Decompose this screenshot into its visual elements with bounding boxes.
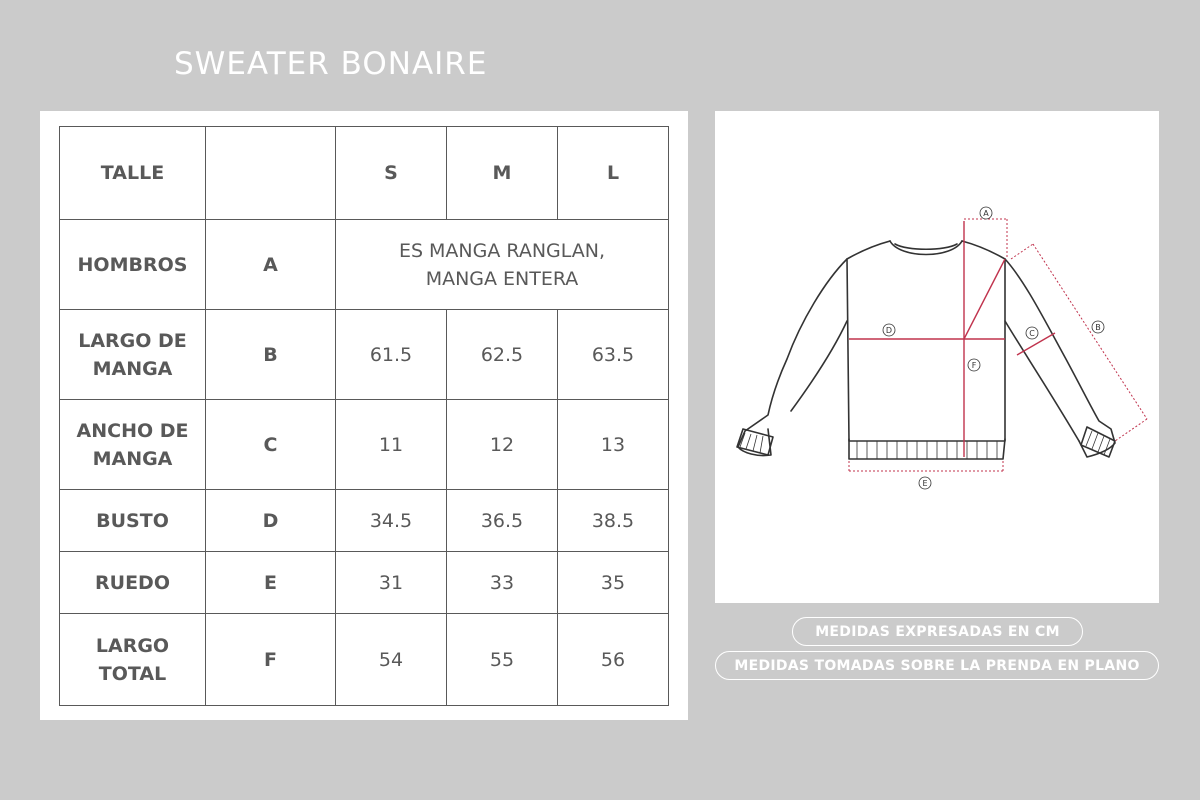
size-table-panel (40, 111, 688, 720)
row-code: F (206, 614, 336, 706)
cell-l: 38.5 (558, 490, 669, 552)
row-label (60, 490, 206, 552)
sweater-outline (737, 241, 1115, 459)
svg-text:D: D (885, 326, 893, 335)
measurement-lines (849, 221, 1055, 457)
marker-b (1092, 321, 1104, 333)
table-header-row (60, 127, 669, 220)
row-label-line: HOMBROS (77, 253, 188, 276)
header-code (206, 127, 336, 220)
sweater-body (847, 241, 1005, 441)
sweater-rib-texture (740, 431, 1110, 459)
marker-f (968, 359, 980, 371)
cell-s: 34.5 (336, 490, 447, 552)
cell-s: 54 (336, 614, 447, 706)
marker-c (1026, 327, 1038, 339)
row-code: E (206, 552, 336, 614)
row-code: D (206, 490, 336, 552)
cell-l: 63.5 (558, 310, 669, 400)
svg-text:C: C (1029, 329, 1035, 338)
table-row-hombros (60, 220, 669, 310)
sweater-neck-inner (895, 244, 957, 249)
note-units-badge: MEDIDAS EXPRESADAS EN CM (792, 617, 1083, 646)
row-label-line-2: MANGA (92, 357, 173, 380)
measurement-figure-panel (715, 111, 1159, 603)
marker-a (980, 207, 992, 219)
note-flat-measure-badge: MEDIDAS TOMADAS SOBRE LA PRENDA EN PLANO (715, 651, 1159, 680)
row-label-line: BUSTO (96, 509, 169, 532)
row-label-line-2: MANGA (92, 447, 173, 470)
table-row-largo-total (60, 614, 669, 706)
cell-s: 61.5 (336, 310, 447, 400)
sweater-left-sleeve (738, 259, 847, 456)
header-size-l: L (558, 127, 669, 220)
guide-b-top (1011, 244, 1033, 259)
header-size-s: S (336, 127, 447, 220)
cell-s: 11 (336, 400, 447, 490)
page-title: SWEATER BONAIRE (174, 46, 488, 82)
cell-m: 33 (447, 552, 558, 614)
svg-text:F: F (971, 361, 977, 370)
row-label (60, 614, 206, 706)
sweater-right-sleeve-seam (1005, 321, 1079, 441)
sweater-neckline (890, 241, 962, 255)
row-label (60, 220, 206, 310)
cell-l: 13 (558, 400, 669, 490)
svg-text:B: B (1095, 323, 1101, 332)
shoulder-note-line-2: MANGA ENTERA (425, 267, 579, 290)
table-row-largo-manga (60, 310, 669, 400)
cell-m: 36.5 (447, 490, 558, 552)
marker-e (919, 477, 931, 489)
row-label (60, 400, 206, 490)
row-code: A (206, 220, 336, 310)
svg-text:A: A (983, 209, 989, 218)
table-row-ruedo (60, 552, 669, 614)
row-code: B (206, 310, 336, 400)
sweater-right-sleeve (1005, 259, 1115, 457)
marker-d (883, 324, 895, 336)
cell-m: 55 (447, 614, 558, 706)
shoulder-note (336, 220, 669, 310)
cell-m: 62.5 (447, 310, 558, 400)
row-label-line-2: TOTAL (98, 662, 167, 685)
row-label (60, 552, 206, 614)
header-size-m: M (447, 127, 558, 220)
table-row-busto (60, 490, 669, 552)
cell-l: 56 (558, 614, 669, 706)
cell-s: 31 (336, 552, 447, 614)
sweater-sketch-icon (715, 111, 1159, 603)
sweater-left-sleeve-seam (791, 321, 847, 411)
size-table (59, 126, 669, 706)
row-code: C (206, 400, 336, 490)
svg-text:E: E (922, 479, 928, 488)
cell-m: 12 (447, 400, 558, 490)
header-talle: TALLE (60, 127, 206, 220)
row-label (60, 310, 206, 400)
sweater-right-cuff (1081, 427, 1115, 457)
table-row-ancho-manga (60, 400, 669, 490)
row-label-line: RUEDO (95, 571, 170, 594)
row-label-line-1: LARGO (95, 634, 170, 657)
guide-b-bottom (1115, 419, 1147, 441)
row-label-line-1: LARGO DE (78, 329, 187, 352)
cell-l: 35 (558, 552, 669, 614)
measurement-line-a (964, 259, 1005, 339)
row-label-line-1: ANCHO DE (76, 419, 189, 442)
shoulder-note-line-1: ES MANGA RANGLAN, (398, 239, 606, 262)
